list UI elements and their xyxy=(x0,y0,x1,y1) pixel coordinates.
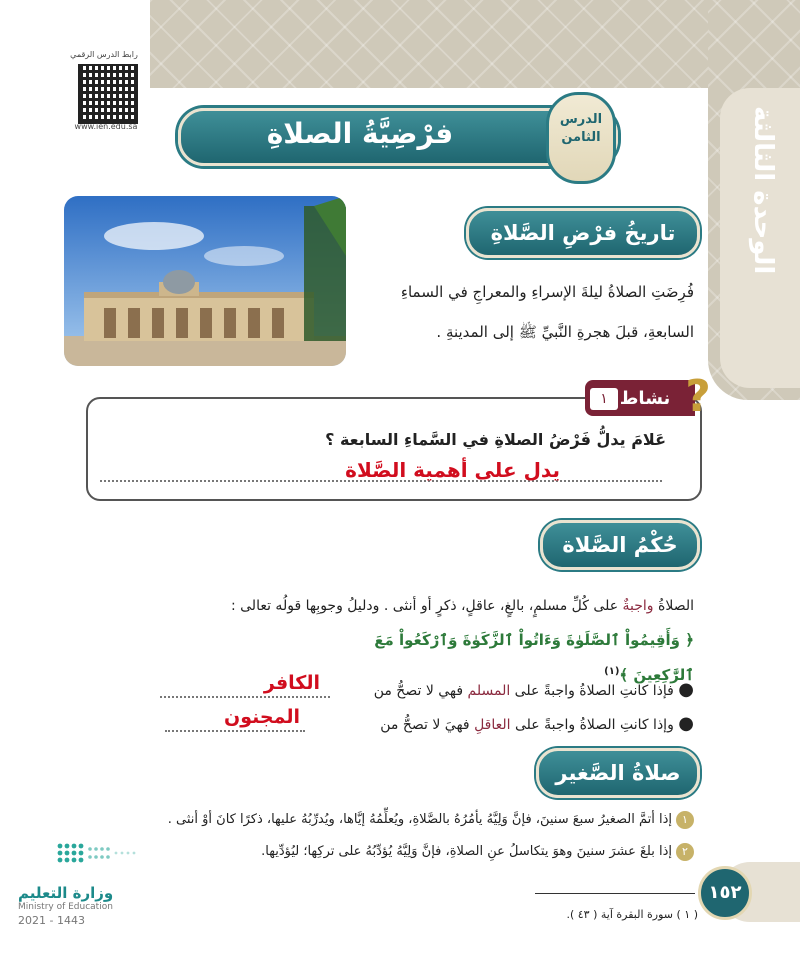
ruling-intro-word: واجبةٌ xyxy=(622,598,654,614)
item1-number: ١ xyxy=(676,811,694,829)
item1-text: إذا أتمَّ الصغيرُ سبعَ سنينَ، فإنَّ وَلِيَّهُ يأمُرُهُ بالصَّلاةِ، ويُعلِّمُهُ إيَّاها، ويُدرِّبُهُ عليها، ذكرًا كانَ أوْ أنثى . xyxy=(167,812,672,827)
ruling-intro-b: على كُلِّ مسلمٍ، بالغٍ، عاقلٍ، ذكرٍ أو أنثى . ودليلُ وجوبِها قولُه تعالى : xyxy=(230,598,623,614)
item2-number: ٢ xyxy=(676,843,694,861)
lesson-badge xyxy=(546,92,616,184)
bullet1-answer: الكافر xyxy=(263,672,320,694)
ministry-year: 2021 - 1443 xyxy=(18,914,85,927)
qr-label: رابط الدرس الرقمي xyxy=(70,50,138,59)
ruling-intro xyxy=(70,590,694,622)
item2-text: إذا بلغَ عشرَ سنينَ وهوَ يتكاسلُ عنِ الصلاةِ، فإنَّ وَلِيَّهُ يُؤدِّبُهُ على تركِها؛ ليُؤدِّيها. xyxy=(261,844,672,859)
verse-text: ﴿ وَأَقِيمُواْ ٱلصَّلَوٰةَ وَءَاتُواْ ٱلزَّكَوٰةَ وَٱرْكَعُواْ مَعَ ٱلرَّٰكِعِينَ ﴾ xyxy=(374,631,694,684)
child-item-1 xyxy=(80,804,694,836)
bullet-icon: ● xyxy=(678,713,694,734)
history-line-2: السابعةِ، قبلَ هجرةِ النَّبيِّ ﷺ إلى المدينةِ . xyxy=(436,323,694,341)
verse-footnote-ref: (١) xyxy=(604,666,620,677)
history-line-1: فُرِضَتِ الصلاةُ ليلةَ الإسراءِ والمعراجِ في السماءِ xyxy=(400,283,694,301)
footnote: ( ١ ) سورة البقرة آية ( ٤٣ ). xyxy=(566,908,698,921)
ministry-name-english: Ministry of Education xyxy=(18,902,113,912)
unit-label: الوحدة الثالثة xyxy=(748,105,778,275)
bullet1-b: فهي لا تصحُّ من xyxy=(373,683,468,699)
mosque-photo xyxy=(64,196,346,366)
section-heading-history: تاريخُ فرْضِ الصَّلاةِ xyxy=(466,208,700,258)
ministry-logo-icon xyxy=(50,838,170,868)
activity-answer: يدل على أهمية الصَّلاة xyxy=(345,458,560,482)
activity-label: نشاط xyxy=(619,388,671,409)
bullet2-answer: المجنون xyxy=(224,706,300,728)
bullet2-b: فهيَ لا تصحُّ من xyxy=(380,717,475,733)
bullet1-word: المسلم xyxy=(467,683,511,699)
lesson-prefix: الدرس xyxy=(559,112,603,127)
qr-code-icon[interactable] xyxy=(78,64,138,124)
bullet2-word: العاقلِ xyxy=(474,717,511,733)
activity-number: ١ xyxy=(590,388,618,410)
child-item-2 xyxy=(160,836,694,868)
al-aqsa-mosque-image xyxy=(64,196,346,366)
bullet-icon: ● xyxy=(678,679,694,700)
bullet2-a: وإذا كانتِ الصلاةُ واجبةً على xyxy=(510,717,674,733)
lesson-number: الثامن xyxy=(561,130,601,145)
footnote-rule xyxy=(535,893,695,894)
page-number: ١٥٢ xyxy=(698,866,752,920)
ministry-name-arabic: وزارة التعليم xyxy=(18,884,114,902)
ruling-intro-a: الصلاةُ xyxy=(653,598,694,614)
question-mark-icon: ? xyxy=(685,371,711,422)
qr-url[interactable]: www.ien.edu.sa xyxy=(74,122,138,131)
section-heading-ruling: حُكْمُ الصَّلاة xyxy=(540,520,700,570)
lesson-title: فرْضِيَّةُ الصلاةِ xyxy=(266,117,454,150)
bullet1-a: فإذا كانتِ الصلاةُ واجبةً على xyxy=(510,683,674,699)
activity-question: عَلامَ يدلُّ فَرْضُ الصلاةِ في السَّماءِ السابعة ؟ xyxy=(325,430,666,449)
section-heading-child-prayer: صلاةُ الصَّغير xyxy=(536,748,700,798)
